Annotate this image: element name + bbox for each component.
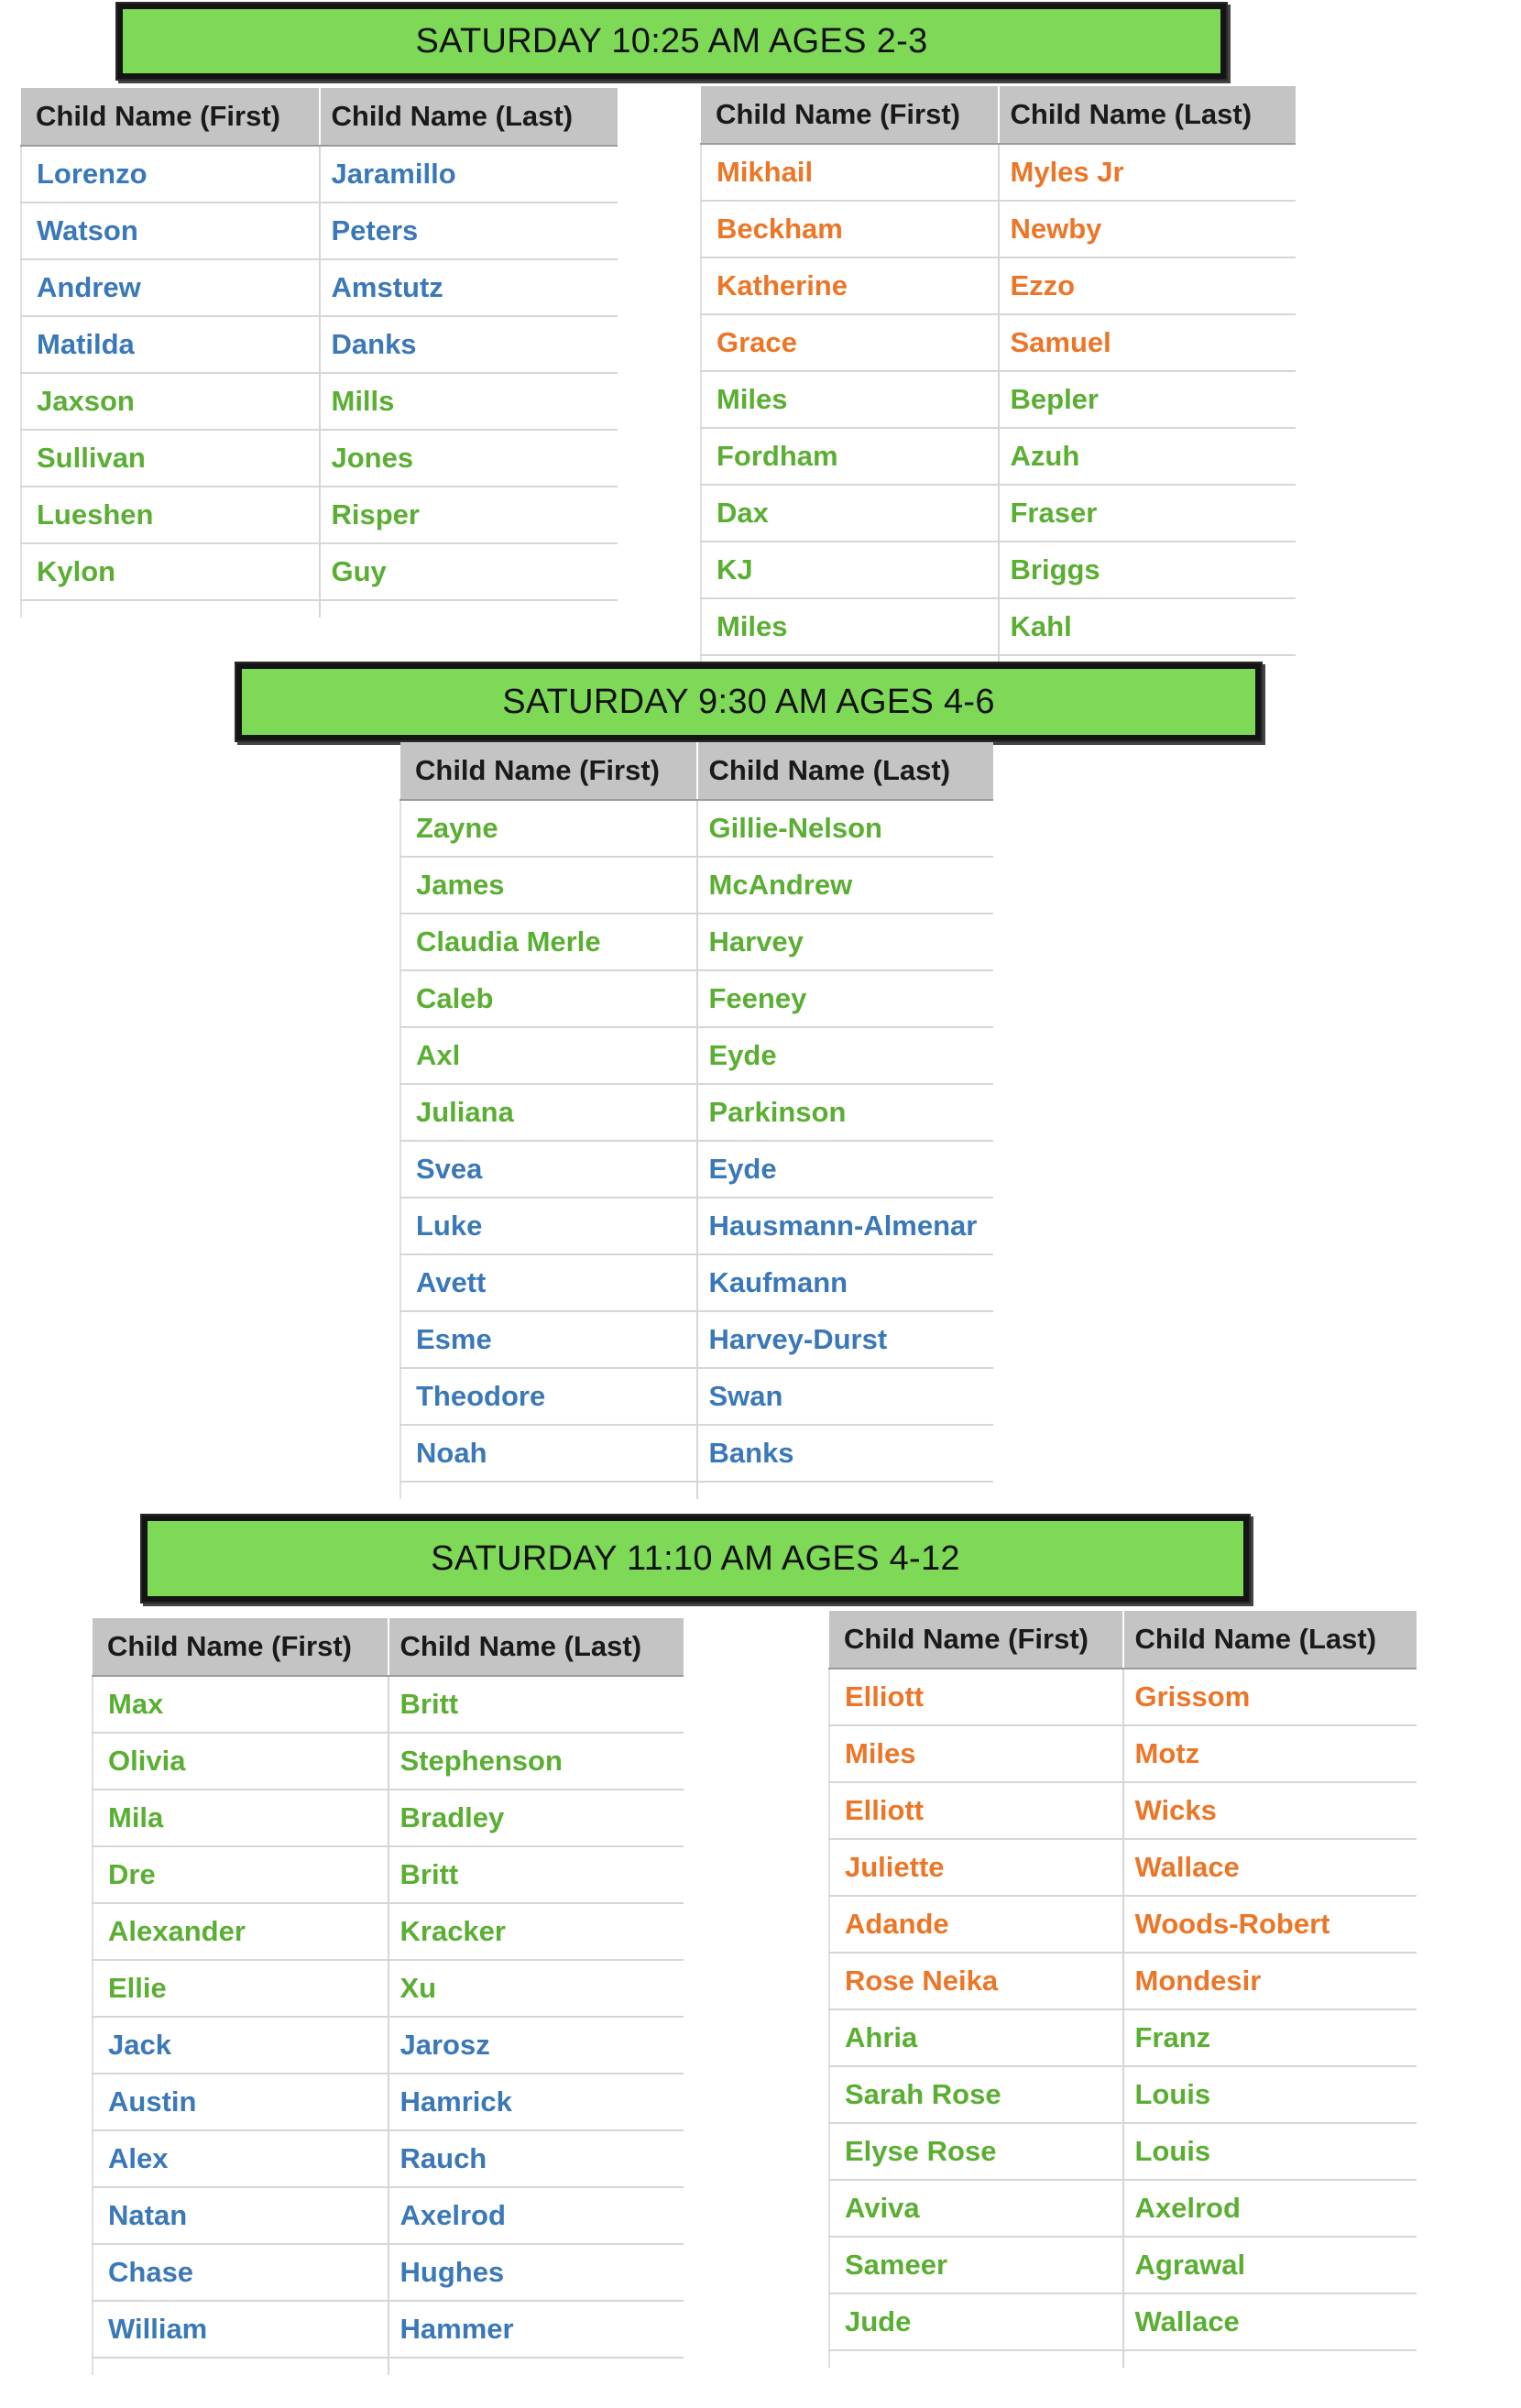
child-last-name: Danks [320,316,618,373]
child-last-name: Kracker [388,1903,684,1960]
child-first-name: Claudia Merle [400,914,697,970]
child-first-name: Adande [829,1896,1123,1953]
child-first-name: Zayne [400,800,697,857]
column-header-first-name: Child Name (First) [93,1618,388,1676]
child-last-name: Stephenson [388,1733,684,1790]
column-header-first-name: Child Name (First) [21,88,320,146]
roster-table [399,742,993,1499]
child-last-name: Eyde [697,1027,994,1084]
child-last-name: Wallace [1123,2293,1417,2350]
child-last-name: Jaramillo [320,146,618,202]
table-row [93,2301,684,2358]
child-first-name: Jack [93,2017,388,2074]
table-row-empty [21,600,618,618]
table-row [400,1027,993,1084]
table-row [829,1669,1417,1725]
table-row [93,1960,684,2017]
child-last-name: Swan [697,1368,994,1425]
child-last-name: Axelrod [1123,2180,1417,2237]
table-row [400,1254,993,1311]
empty-cell [400,1482,697,1499]
child-last-name: Bradley [388,1790,684,1846]
child-first-name: Ellie [93,1960,388,2017]
child-last-name: Grissom [1123,1669,1417,1725]
section-banner: SATURDAY 9:30 AM AGES 4-6 [236,663,1261,740]
child-last-name: Newby [999,201,1297,257]
table-row [829,2066,1417,2123]
table-row [701,542,1296,598]
table-header-row [701,86,1296,144]
column-header-first-name: Child Name (First) [829,1611,1123,1669]
section-banner: SATURDAY 10:25 AM AGES 2-3 [117,4,1226,79]
child-first-name: Elliott [829,1782,1123,1839]
child-first-name: KJ [701,542,999,598]
child-first-name: Aviva [829,2180,1123,2237]
child-last-name: Briggs [999,542,1297,598]
roster-table [828,1611,1417,2368]
table-row [93,1903,684,1960]
child-last-name: Feeney [697,970,994,1027]
child-last-name: Agrawal [1123,2237,1417,2293]
table-row [829,2180,1417,2237]
table-row-empty [829,2350,1417,2368]
table-row [701,257,1296,314]
table-row [400,857,993,914]
child-last-name: Harvey-Durst [697,1311,994,1368]
child-last-name: Wicks [1123,1782,1417,1839]
roster-table [92,1618,684,2375]
table-header-row [400,742,993,800]
column-header-last-name: Child Name (Last) [697,742,994,800]
child-first-name: Grace [701,314,999,371]
child-first-name: Luke [400,1198,697,1254]
child-last-name: Axelrod [388,2187,684,2244]
child-first-name: Alex [93,2130,388,2187]
table-row [93,1790,684,1846]
column-header-first-name: Child Name (First) [400,742,697,800]
child-first-name: James [400,857,697,914]
table-row [93,1733,684,1790]
child-first-name: Caleb [400,970,697,1027]
child-last-name: Britt [388,1846,684,1903]
child-first-name: Theodore [400,1368,697,1425]
section-banner: SATURDAY 11:10 AM AGES 4-12 [142,1516,1249,1602]
child-first-name: Sameer [829,2237,1123,2293]
child-first-name: Sarah Rose [829,2066,1123,2123]
child-first-name: Austin [93,2074,388,2130]
child-last-name: Jarosz [388,2017,684,2074]
table-header-row [829,1611,1417,1669]
child-first-name: Natan [93,2187,388,2244]
table-row-empty [400,1482,993,1499]
child-first-name: Lueshen [21,487,320,543]
child-first-name: Mila [93,1790,388,1846]
child-last-name: Kaufmann [697,1254,994,1311]
child-last-name: Myles Jr [999,144,1297,201]
column-header-first-name: Child Name (First) [701,86,999,144]
table-row [21,487,618,543]
child-first-name: Axl [400,1027,697,1084]
table-row [400,1141,993,1198]
child-first-name: Fordham [701,428,999,485]
child-last-name: Motz [1123,1725,1417,1782]
table-header-row [21,88,618,146]
child-last-name: Mondesir [1123,1953,1417,2009]
child-first-name: Juliette [829,1839,1123,1896]
column-header-last-name: Child Name (Last) [388,1618,684,1676]
table-row [829,1839,1417,1896]
child-first-name: Alexander [93,1903,388,1960]
child-last-name: Gillie-Nelson [697,800,994,857]
empty-cell [1123,2350,1417,2368]
child-last-name: Guy [320,543,618,600]
table-row [829,1782,1417,1839]
table-row [21,373,618,430]
child-last-name: Jones [320,430,618,487]
child-first-name: Watson [21,202,320,259]
table-row [93,2187,684,2244]
empty-cell [697,1482,994,1499]
table-row [701,428,1296,485]
child-first-name: Miles [701,371,999,428]
table-row [829,2237,1417,2293]
table-row [21,146,618,202]
child-last-name: Hughes [388,2244,684,2301]
child-last-name: Samuel [999,314,1297,371]
child-last-name: Azuh [999,428,1297,485]
table-row [400,1311,993,1368]
empty-cell [21,600,320,618]
child-first-name: Esme [400,1311,697,1368]
child-first-name: Jude [829,2293,1123,2350]
table-row [93,2074,684,2130]
child-first-name: Avett [400,1254,697,1311]
table-row [21,543,618,600]
table-row [829,2123,1417,2180]
child-last-name: Britt [388,1676,684,1733]
child-last-name: Harvey [697,914,994,970]
child-last-name: Ezzo [999,257,1297,314]
child-first-name: Max [93,1676,388,1733]
child-last-name: Banks [697,1425,994,1482]
table-row [829,2009,1417,2066]
table-row [829,1953,1417,2009]
child-last-name: Parkinson [697,1084,994,1141]
child-first-name: Elyse Rose [829,2123,1123,2180]
child-first-name: Kylon [21,543,320,600]
column-header-last-name: Child Name (Last) [320,88,618,146]
child-last-name: Mills [320,373,618,430]
table-row [829,1725,1417,1782]
child-last-name: Hamrick [388,2074,684,2130]
child-last-name: Amstutz [320,259,618,316]
table-row [400,1084,993,1141]
table-row [93,2130,684,2187]
child-last-name: Bepler [999,371,1297,428]
child-first-name: Dax [701,485,999,542]
child-first-name: Sullivan [21,430,320,487]
table-row [93,1846,684,1903]
table-row [93,2017,684,2074]
child-first-name: Lorenzo [21,146,320,202]
table-header-row [93,1618,684,1676]
child-last-name: Eyde [697,1141,994,1198]
child-last-name: Wallace [1123,1839,1417,1896]
child-first-name: William [93,2301,388,2358]
child-last-name: Fraser [999,485,1297,542]
child-first-name: Andrew [21,259,320,316]
child-last-name: Hausmann-Almenar [697,1198,994,1254]
child-first-name: Dre [93,1846,388,1903]
table-row [701,598,1296,655]
child-last-name: Franz [1123,2009,1417,2066]
table-row [400,970,993,1027]
child-first-name: Chase [93,2244,388,2301]
child-first-name: Olivia [93,1733,388,1790]
roster-table [700,86,1296,673]
child-first-name: Svea [400,1141,697,1198]
empty-cell [320,600,618,618]
table-row [701,314,1296,371]
table-row [93,1676,684,1733]
table-row [701,485,1296,542]
table-row [21,316,618,373]
child-last-name: Louis [1123,2123,1417,2180]
child-first-name: Noah [400,1425,697,1482]
child-first-name: Jaxson [21,373,320,430]
child-first-name: Miles [701,598,999,655]
child-first-name: Rose Neika [829,1953,1123,2009]
child-last-name: Woods-Robert [1123,1896,1417,1953]
roster-table [20,88,618,618]
child-last-name: Louis [1123,2066,1417,2123]
child-first-name: Ahria [829,2009,1123,2066]
child-first-name: Elliott [829,1669,1123,1725]
empty-cell [93,2358,388,2375]
child-last-name: Xu [388,1960,684,2017]
child-first-name: Katherine [701,257,999,314]
table-row [400,1425,993,1482]
child-first-name: Beckham [701,201,999,257]
child-last-name: Peters [320,202,618,259]
table-row [21,430,618,487]
table-row [701,144,1296,201]
table-row [21,202,618,259]
child-last-name: Risper [320,487,618,543]
table-row-empty [93,2358,684,2375]
table-row [701,371,1296,428]
table-row [400,800,993,857]
empty-cell [388,2358,684,2375]
table-row [400,1198,993,1254]
table-row [93,2244,684,2301]
child-first-name: Juliana [400,1084,697,1141]
table-row [829,1896,1417,1953]
child-last-name: Rauch [388,2130,684,2187]
child-last-name: Kahl [999,598,1297,655]
table-row [400,914,993,970]
child-first-name: Matilda [21,316,320,373]
table-row [829,2293,1417,2350]
child-last-name: Hammer [388,2301,684,2358]
table-row [400,1368,993,1425]
child-first-name: Mikhail [701,144,999,201]
child-first-name: Miles [829,1725,1123,1782]
column-header-last-name: Child Name (Last) [1123,1611,1417,1669]
child-last-name: McAndrew [697,857,994,914]
empty-cell [829,2350,1123,2368]
table-row [701,201,1296,257]
table-row [21,259,618,316]
column-header-last-name: Child Name (Last) [999,86,1297,144]
